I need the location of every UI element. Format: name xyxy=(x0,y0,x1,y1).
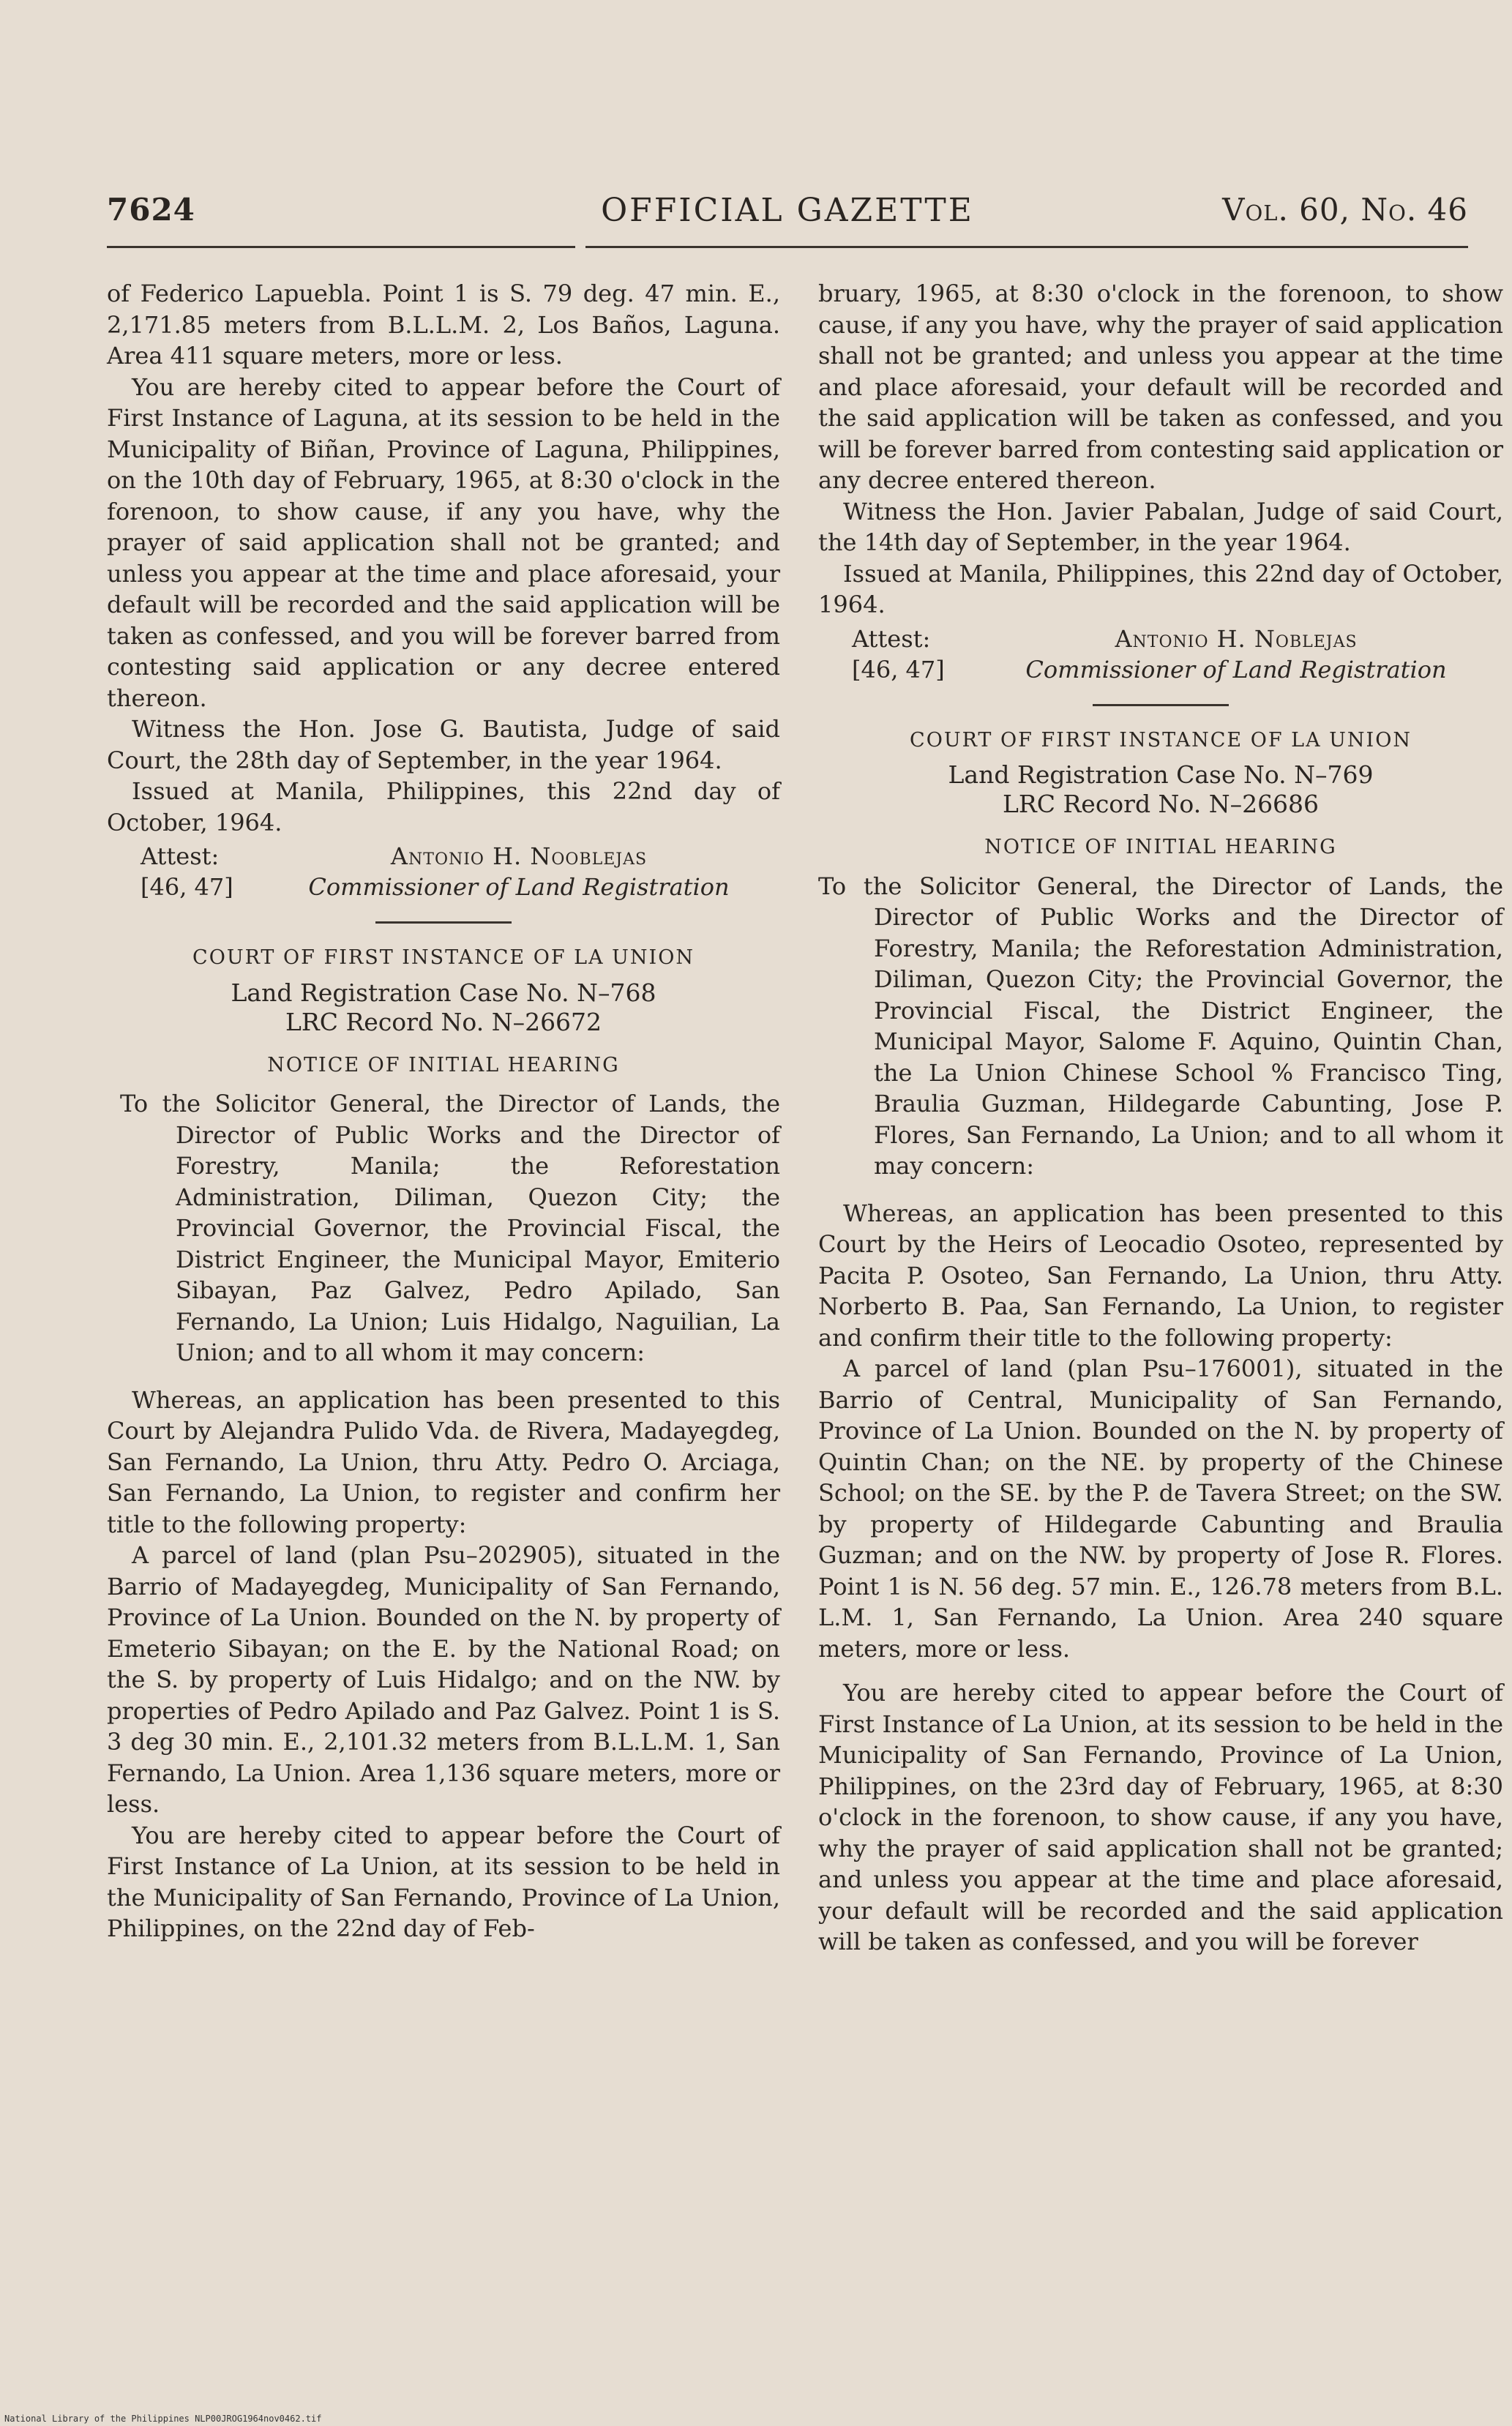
addressees: To the Solicitor General, the Director of Lands, the Director of Public Works and the Director of Forestry, Manila; the Reforestation Administration, Diliman, Quezon City; the Provincial Governor, the Provincial Fiscal, the District Engineer, the Municipal Mayor, Salome F. Aquino, Quintin Chan, the La Union Chinese School % Francisco Ting, Braulia Guzman, Hildegarde Cabunting, Jose P. Flores, San Fernando, La Union; and to all whom it may concern: xyxy=(818,872,1503,1180)
paragraph: A parcel of land (plan Psu–202905), situated in the Barrio of Madayegdeg, Municipality of San Fernando, Province of La Union. Bounded on the N. by property of Emeterio Sibayan; on the E. by the National Road; on the S. by property of Luis Hidalgo; and on the NW. by properties of Pedro Apilado and Paz Galvez. Point 1 is S. 3 deg 30 min. E., 2,101.32 meters from B.L.L.M. 1, San Fernando, La Union. Area 1,136 square meters, more or less. xyxy=(107,1541,780,1818)
attest-label: Attest: xyxy=(141,842,220,870)
reference-number: [46, 47] xyxy=(141,873,233,901)
attest-line xyxy=(107,841,780,872)
paragraph: You are hereby cited to appear before the Court of First Instance of Laguna, at its session to be held in the Municipality of Biñan, Province of Laguna, Philippines, on the 10th day of February, 1965, at 8:30 o'clock in the forenoon, to show cause, if any you have, why the prayer of said application shall not be granted; and unless you appear at the time and place aforesaid, your default will be recorded and the said application will be taken as confessed, and you will be forever barred from contesting said application or any decree entered thereon. xyxy=(107,372,780,712)
addressees: To the Solicitor General, the Director of Lands, the Director of Public Works and the Director of Forestry, Manila; the Reforestation Administration, Diliman, Quezon City; the Provincial Governor, the Provincial Fiscal, the District Engineer, the Municipal Mayor, Emiterio Sibayan, Paz Galvez, Pedro Apilado, San Fernando, La Union; Luis Hidalgo, Naguilian, La Union; and to all whom it may concern: xyxy=(120,1090,780,1366)
right-column xyxy=(818,278,1503,1958)
header-rule-left xyxy=(107,246,575,248)
left-column xyxy=(107,278,780,1944)
attest-label: Attest: xyxy=(852,624,931,653)
case-number: Land Registration Case No. N–769 xyxy=(948,760,1374,789)
attest-title-line xyxy=(107,872,780,902)
section-divider xyxy=(375,921,512,924)
notice-heading: NOTICE OF INITIAL HEARING xyxy=(267,1053,620,1077)
record-number: LRC Record No. N–26672 xyxy=(285,1007,602,1036)
attest-signatory: Antonio H. Noblejas xyxy=(1115,624,1358,653)
paragraph: bruary, 1965, at 8:30 o'clock in the forenoon, to show cause, if any you have, why the prayer of said application shall not be granted; and unless you appear at the time and place aforesaid, your default will be recorded and the said application will be taken as confessed, and you will be forever barred from contesting said application or any decree entered thereon. xyxy=(818,280,1503,494)
attest-line xyxy=(818,624,1503,654)
paragraph: Witness the Hon. Jose G. Bautista, Judge of said Court, the 28th day of September, in the year 1964. xyxy=(107,715,780,774)
page-number: 7624 xyxy=(107,192,195,228)
paragraph: You are hereby cited to appear before the Court of First Instance of La Union, at its session to be held in the Municipality of San Fernando, Province of La Union, Philippines, on the 22nd day of Feb- xyxy=(107,1821,780,1942)
paragraph: Witness the Hon. Javier Pabalan, Judge of said Court, the 14th day of September, in the year 1964. xyxy=(818,497,1503,556)
paragraph: A parcel of land (plan Psu–176001), situated in the Barrio of Central, Municipality of San Fernando, Province of La Union. Bounded on the N. by property of Quintin Chan; on the NE. by property of the Chinese School; on the SE. by the P. de Tavera Street; on the SW. by property of Hildegarde Cabunting and Braulia Guzman; and on the NW. by property of Jose R. Flores. Point 1 is N. 56 deg. 57 min. E., 126.78 meters from B.L. L.M. 1, San Fernando, La Union. Area 240 square meters, more or less. xyxy=(818,1355,1503,1663)
reference-number: [46, 47] xyxy=(852,655,945,684)
attest-title-line xyxy=(818,654,1503,685)
record-number: LRC Record No. N–26686 xyxy=(1002,790,1320,818)
notice-heading: NOTICE OF INITIAL HEARING xyxy=(984,836,1337,858)
paragraph: Issued at Manila, Philippines, this 22nd day of October, 1964. xyxy=(107,777,780,836)
publication-title: OFFICIAL GAZETTE xyxy=(601,192,974,229)
paragraph: of Federico Lapuebla. Point 1 is S. 79 deg. 47 min. E., 2,171.85 meters from B.L.L.M. 2, Los Baños, Laguna. Area 411 square meters, more or less. xyxy=(107,280,780,370)
attest-signatory: Antonio H. Nooblejas xyxy=(390,842,648,870)
signatory-title: Commissioner of Land Registration xyxy=(1025,655,1447,684)
signatory-title: Commissioner of Land Registration xyxy=(308,873,730,901)
court-heading: COURT OF FIRST INSTANCE OF LA UNION xyxy=(910,728,1412,752)
case-number: Land Registration Case No. N–768 xyxy=(231,978,656,1007)
paragraph: Issued at Manila, Philippines, this 22nd day of October, 1964. xyxy=(818,559,1503,618)
paragraph: Whereas, an application has been presented to this Court by the Heirs of Leocadio Osoteo, represented by Pacita P. Osoteo, San Fernando, La Union, thru Atty. Norberto B. Paa, San Fernando, La Union, to register and confirm their title to the following property: xyxy=(818,1199,1503,1352)
volume-number: Vol. 60, No. 46 xyxy=(1222,192,1468,228)
section-divider xyxy=(1093,704,1229,706)
header-rule-right xyxy=(585,246,1468,248)
page-header xyxy=(107,192,1468,236)
paragraph: You are hereby cited to appear before the Court of First Instance of La Union, at its session to be held in the Municipality of San Fernando, Province of La Union, Philippines, on the 23rd day of February, 1965, at 8:30 o'clock in the forenoon, to show cause, if any you have, why the prayer of said application shall not be granted; and unless you appear at the time and place aforesaid, your default will be recorded and the said application will be taken as confessed, and you will be forever xyxy=(818,1679,1503,1955)
court-heading: COURT OF FIRST INSTANCE OF LA UNION xyxy=(192,946,695,969)
scan-source-footer: National Library of the Philippines NLP00JROG1964nov0462.tif xyxy=(4,2414,322,2424)
paragraph: Whereas, an application has been presented to this Court by Alejandra Pulido Vda. de Rivera, Madayegdeg, San Fernando, La Union, thru Atty. Pedro O. Arciaga, San Fernando, La Union, to register and confirm her title to the following property: xyxy=(107,1385,780,1538)
